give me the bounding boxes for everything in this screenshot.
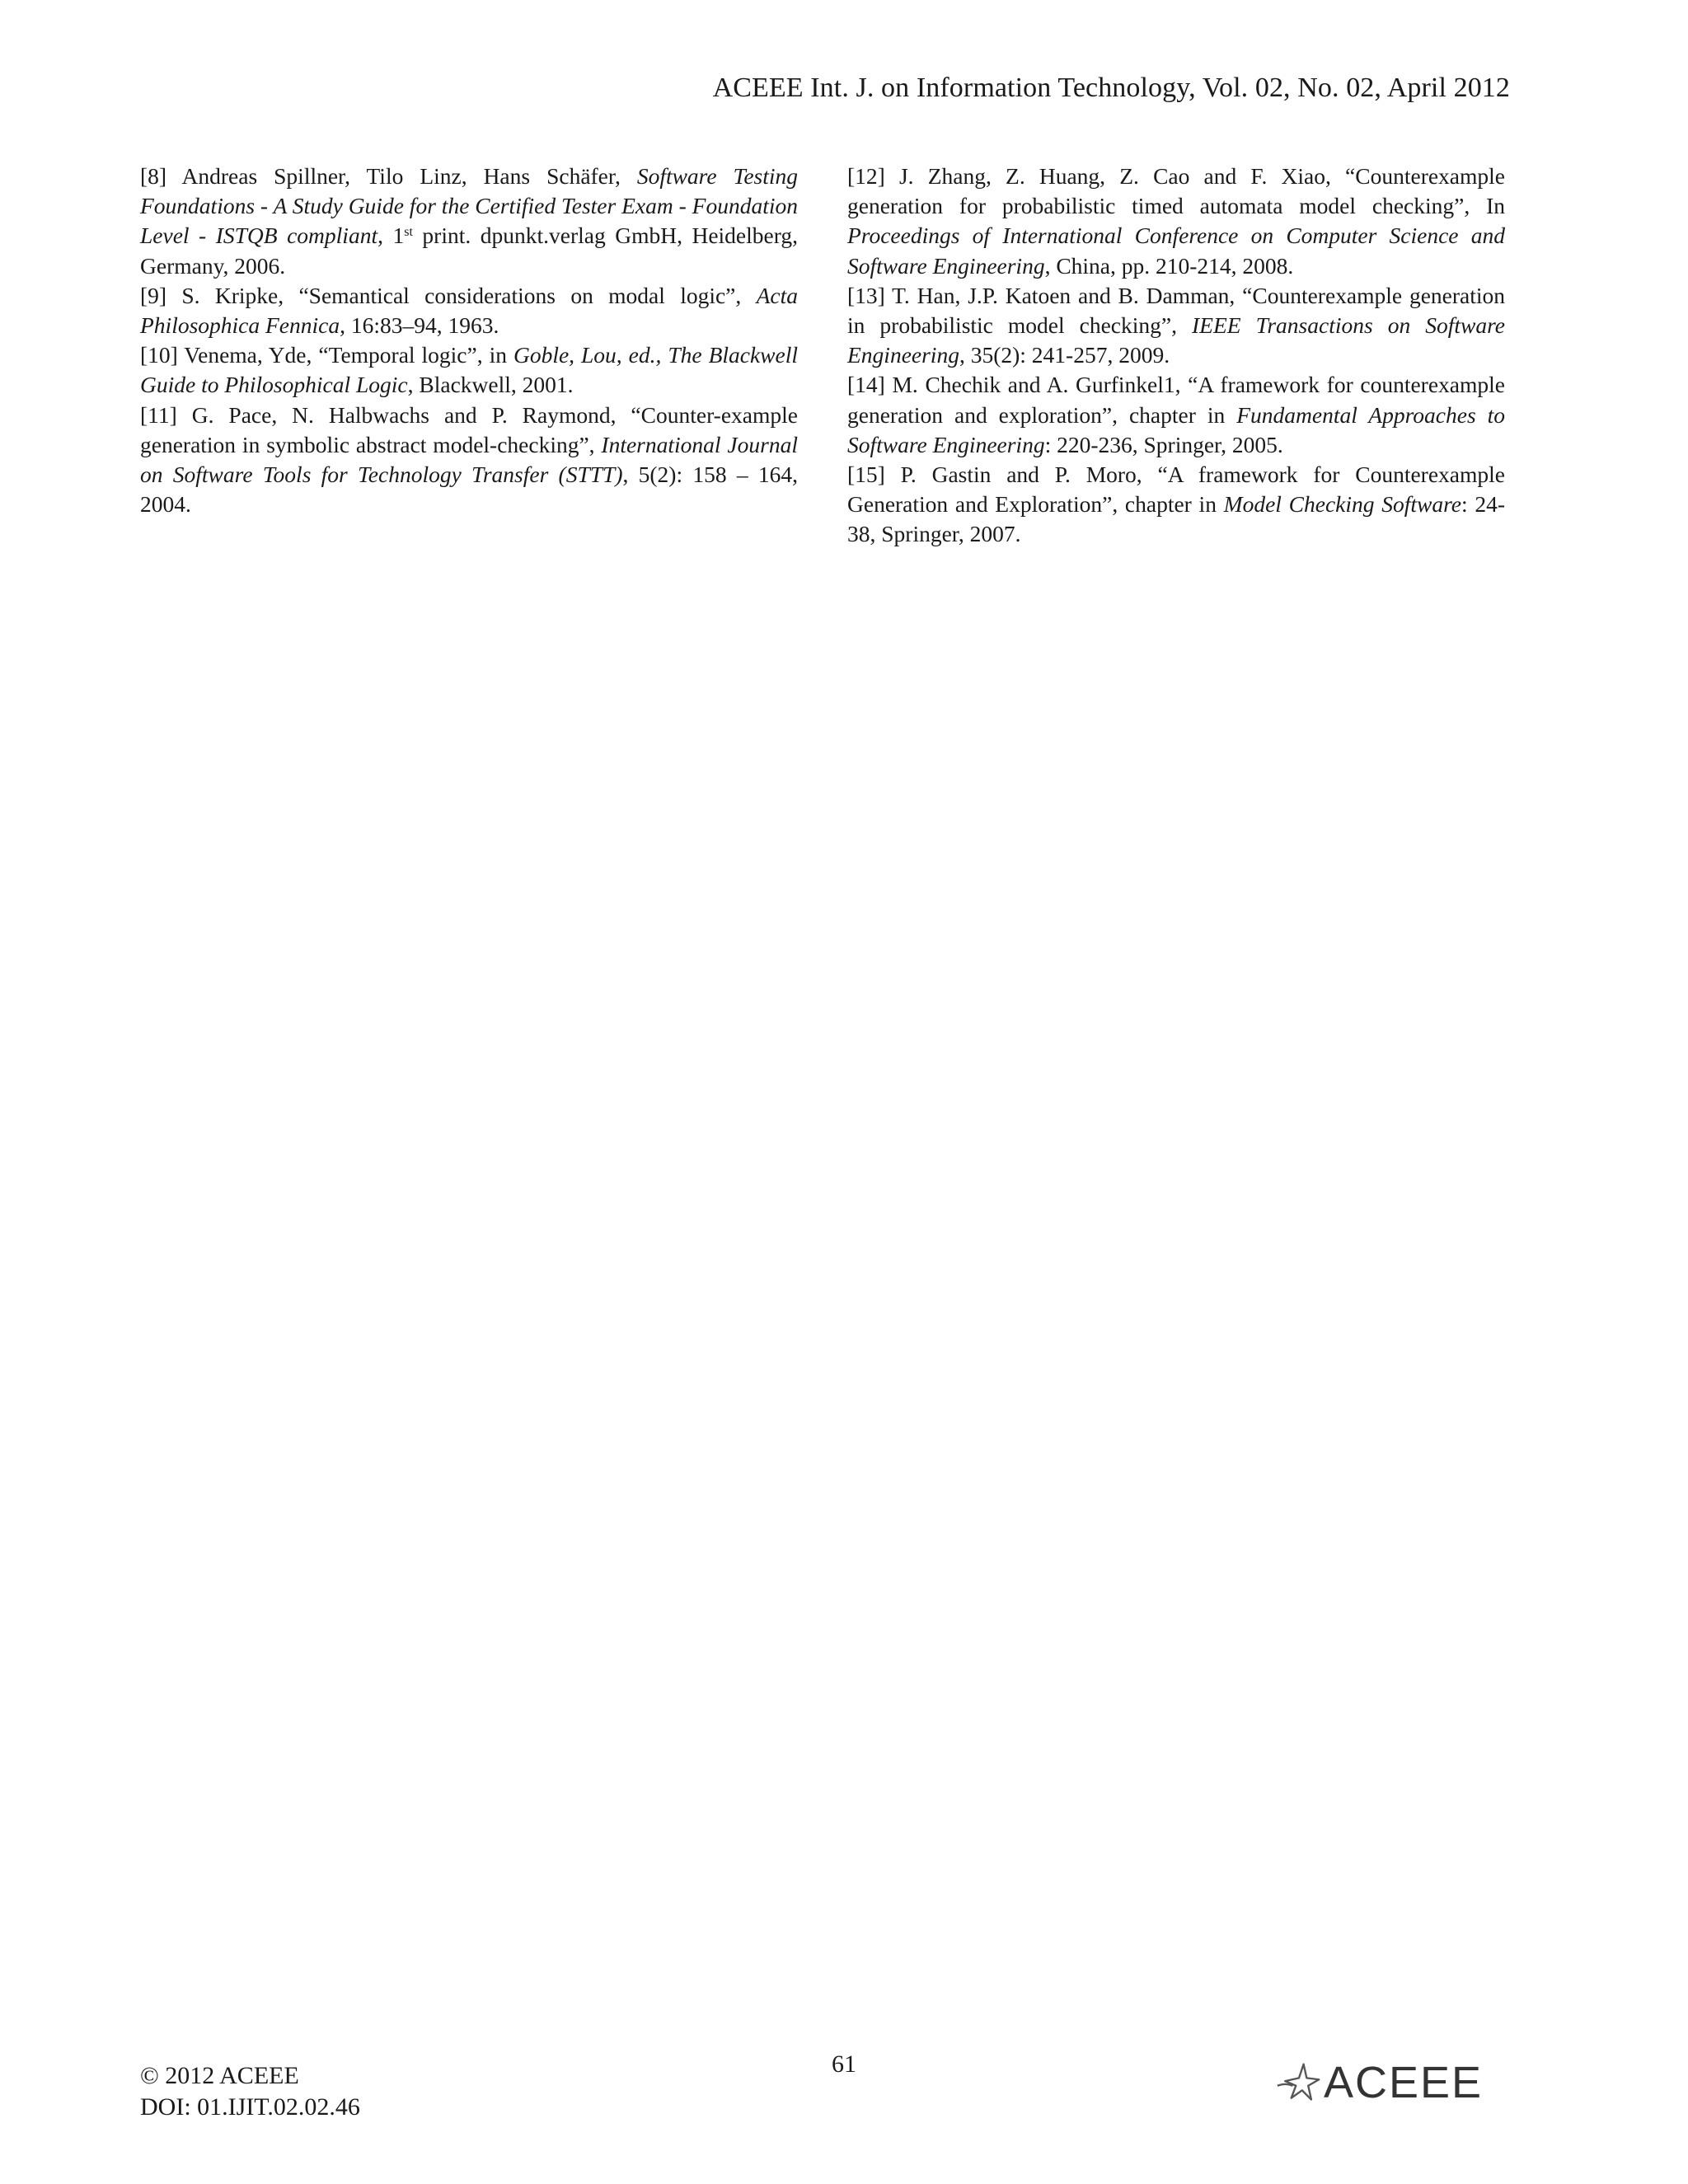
page-number: 61: [832, 2050, 856, 2078]
star-icon: [1276, 2060, 1322, 2106]
reference-item: [140, 281, 798, 340]
reference-text: : 220-236, Springer, 2005.: [1044, 431, 1283, 457]
reference-title: Proceedings of International Conference on Computer Science and Software Engineering: [847, 223, 1505, 279]
reference-item: [847, 162, 1505, 281]
reference-title: Goble, Lou, ed., The Blackwell Guide to Philosophical Logic: [140, 342, 799, 398]
reference-text: [15] P. Gastin and P. Moro, “A framework for Counterexample Generation and Exploration”, chapter in: [847, 462, 1505, 518]
reference-text: [10] Venema, Yde, “Temporal logic”, in: [140, 342, 513, 368]
reference-item: [847, 370, 1505, 460]
references-column-left: [140, 162, 798, 519]
reference-text: , 35(2): 241-257, 2009.: [959, 342, 1170, 368]
reference-title: Software Testing Foundations - A Study Guide for the Certified Tester Exam - Foundation Level - ISTQB compliant: [140, 163, 799, 249]
reference-text: , China, pp. 210-214, 2008.: [1044, 252, 1294, 279]
reference-text: , 1: [377, 223, 405, 249]
reference-text: print. dpunkt.verlag GmbH, Heidelberg, Germany, 2006.: [140, 223, 799, 279]
reference-text: st: [404, 225, 413, 240]
reference-text: , Blackwell, 2001.: [407, 372, 574, 398]
running-header: ACEEE Int. J. on Information Technology, Vol. 02, No. 02, April 2012: [712, 73, 1510, 103]
reference-item: [140, 401, 798, 520]
reference-item: [140, 162, 798, 281]
reference-text: [9] S. Kripke, “Semantical considerations on modal logic”,: [140, 282, 757, 308]
copyright-notice: © 2012 ACEEE: [140, 2062, 299, 2089]
doi-text: DOI: 01.IJIT.02.02.46: [140, 2093, 360, 2121]
reference-title: Acta Philosophica Fennica: [140, 282, 798, 339]
reference-text: [13] T. Han, J.P. Katoen and B. Damman, “Counterexample generation in probabilistic model checking”,: [847, 282, 1505, 339]
reference-text: , 5(2): 158 – 164, 2004.: [140, 462, 798, 518]
reference-item: [847, 460, 1505, 550]
reference-text: [12] J. Zhang, Z. Huang, Z. Cao and F. Xiao, “Counterexample generation for probabilistic timed automata model checking”, In: [847, 163, 1505, 219]
reference-title: International Journal on Software Tools for Technology Transfer (STTT): [140, 431, 798, 488]
reference-item: [140, 340, 798, 400]
reference-item: [847, 281, 1505, 371]
reference-text: [14] M. Chechik and A. Gurfinkel1, “A framework for counterexample generation and exploration”, chapter in: [847, 372, 1505, 428]
reference-text: : 24-38, Springer, 2007.: [847, 491, 1505, 547]
reference-text: [8] Andreas Spillner, Tilo Linz, Hans Schäfer,: [140, 163, 637, 189]
reference-text: [11] G. Pace, N. Halbwachs and P. Raymond, “Counter-example generation in symbolic abstract model-checking”,: [140, 401, 798, 457]
references-column-right: [847, 162, 1505, 550]
reference-title: IEEE Transactions on Software Engineering: [847, 312, 1505, 368]
logo-text: ACEEE: [1324, 2058, 1484, 2107]
reference-text: , 16:83–94, 1963.: [340, 312, 499, 339]
reference-title: Fundamental Approaches to Software Engineering: [847, 401, 1506, 457]
reference-title: Model Checking Software: [1223, 491, 1461, 518]
aceee-logo: [1276, 2057, 1483, 2108]
